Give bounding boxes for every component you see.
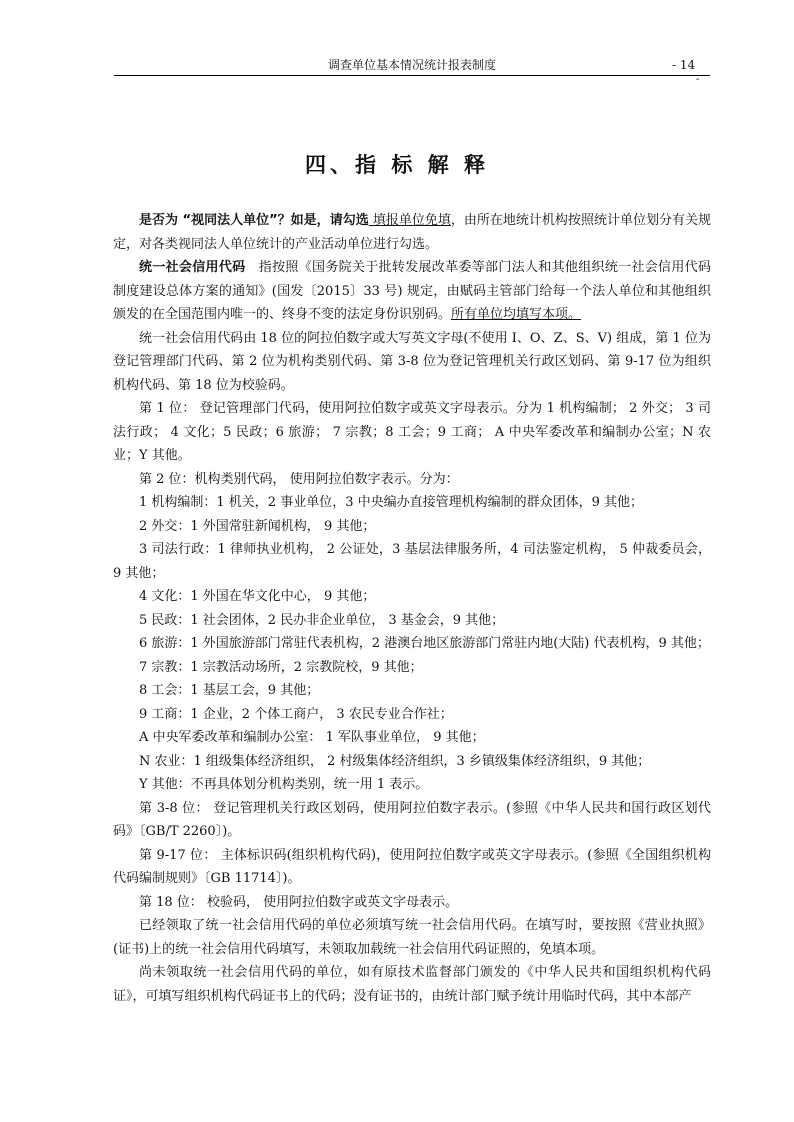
header-title: 调查单位基本情况统计报表制度 [327,58,496,72]
paragraph-digit-9-17: 第 9-17 位： 主体标识码(组织机构代码)，使用阿拉伯数字或英文字母表示。(参照《全国组织机构代码编制规则》〔GB 11714〕)。 [113,847,711,886]
paragraph-text: ，由所在地统计机构按照统计单位划分有关规定，对各类视同法人单位统计的产业活动单位进行勾选。 [113,213,711,252]
paragraph-not-issued: 尚未领取统一社会信用代码的单位，如有原技术监督部门颁发的《中华人民共和国组织机构代码证》，可填写组织机构代码证书上的代码；没有证书的，由统计部门赋予统计用临时代码，其中本部产 [113,965,711,1004]
page-number: - 14 [672,58,696,72]
list-item: 5 民政：1 社会团体，2 民办非企业单位， 3 基金会，9 其他； [139,612,505,628]
paragraph-digit-2: 第 2 位：机构类别代码， 使用阿拉伯数字表示。分为： [139,471,459,487]
paragraph-credit-code [113,256,711,327]
list-item: 6 旅游：1 外国旅游部门常驻代表机构，2 港澳台地区旅游部门常驻内地(大陆) 代表机构，9 其他； [139,636,710,651]
list-item: 2 外交：1 外国常驻新闻机构， 9 其他； [139,518,376,534]
list-item: A 中央军委改革和编制办公室： 1 军队事业单位， 9 其他； [139,730,485,745]
page-number-dash: - [696,74,700,85]
paragraph-digit-3-8: 第 3-8 位： 登记管理机关行政区划码，使用阿拉伯数字表示。(参照《中华人民共和国行政区划代码》〔GB/T 2260〕)。 [113,800,711,839]
list-item: N 农业：1 组级集体经济组织， 2 村级集体经济组织，3 乡镇级集体经济组织，9 其他； [139,753,651,769]
list-item: 3 司法行政：1 律师执业机构， 2 公证处，3 基层法律服务所，4 司法鉴定机构， 5 仲裁委员会， 9 其他； [113,542,711,581]
paragraph-label: 统一社会信用代码 [139,260,246,275]
paragraph-legal-entity [113,209,711,256]
list-item: 7 宗教：1 宗教活动场所，2 宗教院校，9 其他； [139,659,423,675]
list-item: 1 机构编制：1 机关，2 事业单位，3 中央编办直接管理机构编制的群众团体，9 其他； [139,495,644,510]
underlined-note: 填报单位免填 [368,213,451,228]
underlined-note: 所有单位均填写本项。 [451,307,582,322]
header-rule [114,75,710,76]
page-header [114,58,710,74]
section-title: 四、指 标 解 释 [305,153,489,177]
paragraph-digit-1: 第 1 位： 登记管理部门代码，使用阿拉伯数字或英文字母表示。分为 1 机构编制； 2 外交； 3 司法行政； 4 文化；5 民政；6 旅游； 7 宗教；8 工会；9 工商； A 中央军委改革和编制办公室；N 农业；Y 其他。 [113,401,711,463]
paragraph-text: 指按照《国务院关于批转发展改革委等部门法人和其他组织统一社会信用代码制度建设总体方案的通知》(国发〔2015〕33 号) 规定，由赋码主管部门给每一个法人单位和其他组织颁发的在全国范围内唯一的、终身不变的法定身份识别码。 [113,260,711,322]
paragraph-already-issued: 已经领取了统一社会信用代码的单位必须填写统一社会信用代码。在填写时，要按照《营业执照》(证书)上的统一社会信用代码填写，未领取加载统一社会信用代码证照的，免填本项。 [113,918,711,957]
list-item: 8 工会：1 基层工会，9 其他； [139,683,320,698]
list-item: 9 工商：1 企业，2 个体工商户， 3 农民专业合作社； [139,706,453,722]
paragraph-digit-18: 第 18 位： 校验码， 使用阿拉伯数字或英文字母表示。 [139,894,459,910]
document-body [113,209,711,1008]
list-item: Y 其他：不再具体划分机构类别，统一用 1 表示。 [139,777,429,792]
list-item: 4 文化：1 外国在华文化中心， 9 其他； [139,589,376,604]
paragraph-code-structure: 统一社会信用代码由 18 位的阿拉伯数字或大写英文字母(不使用 I、O、Z、S、V) 组成，第 1 位为登记管理部门代码、第 2 位为机构类别代码、第 3-8 位为登记管理机关行政区划码、第 9-17 位为组织机构代码、第 18 位为校验码。 [113,330,711,393]
paragraph-label: 是否为 “视同法人单位”？如是，请勾选 [139,213,369,228]
